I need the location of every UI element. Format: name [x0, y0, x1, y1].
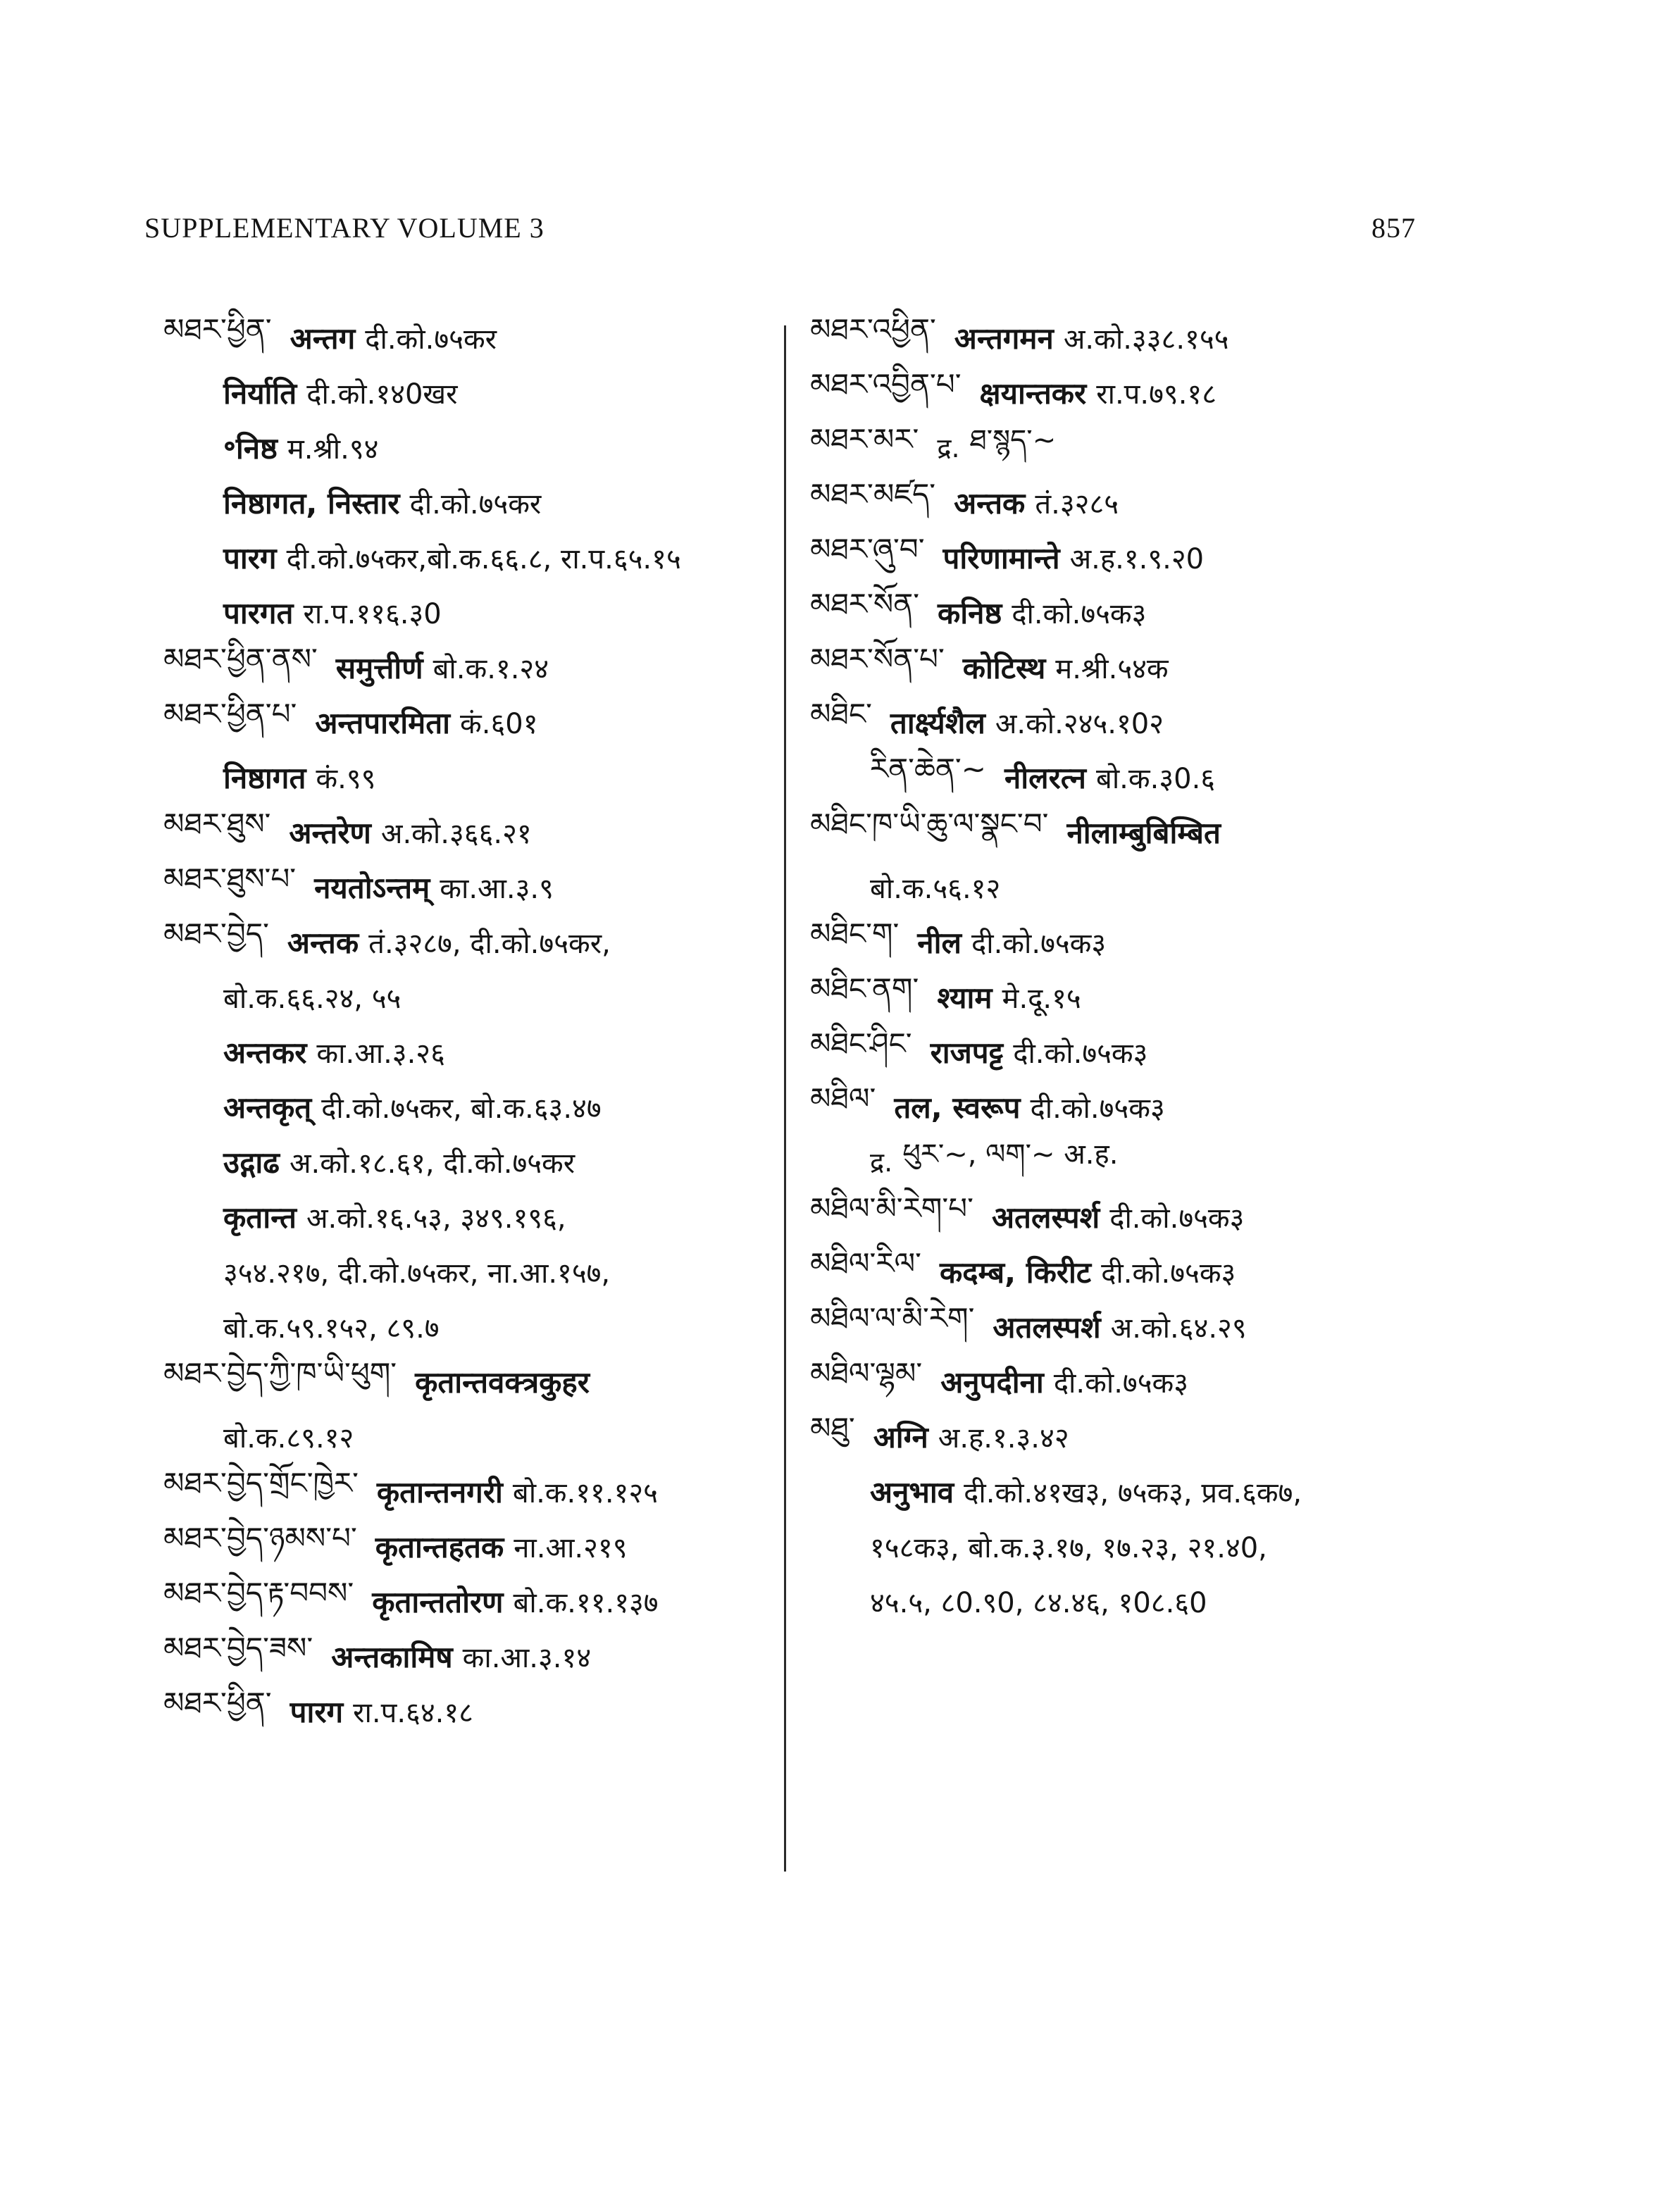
sanskrit-term: कृतान्ततोरण — [372, 1584, 504, 1619]
tibetan-headword: མཐར་ཕྱིན་ — [163, 311, 272, 347]
entry-continuation — [810, 1574, 1444, 1629]
sanskrit-term: कृतान्त — [223, 1200, 297, 1235]
cross-reference-prefix: द्र. — [937, 432, 960, 463]
entry-continuation — [810, 1519, 1444, 1574]
sanskrit-term: निष्ठागत — [223, 760, 306, 795]
sanskrit-term: कृतान्तहतक — [375, 1529, 504, 1564]
sanskrit-term: क्षयान्तकर — [979, 375, 1087, 411]
tibetan-headword: མཐིང་ — [810, 696, 872, 731]
dictionary-entry — [163, 1354, 783, 1409]
entry-continuation — [163, 1134, 783, 1189]
tibetan-headword: མཐར་ཐུས་པ་ — [163, 861, 297, 896]
source-reference: अ.ह.१.९.२0 — [1069, 542, 1205, 575]
left-column — [163, 310, 783, 1738]
source-reference: म.श्री.९४ — [287, 432, 379, 466]
source-reference: अ.को.१८.६१, दी.को.७५कर — [289, 1147, 575, 1180]
source-reference: दी.को.७५क३ — [1012, 597, 1147, 630]
entry-continuation — [163, 1079, 783, 1134]
sanskrit-term: अन्तकर — [223, 1035, 307, 1070]
sanskrit-term: अन्तग — [290, 320, 356, 356]
source-reference: ४५.५, ८0.९0, ८४.४६, १0८.६0 — [870, 1586, 1207, 1619]
source-reference: का.आ.३.२६ — [316, 1037, 445, 1070]
tibetan-headword: མཐར་མར་ — [810, 421, 919, 456]
dictionary-entry — [810, 1354, 1444, 1409]
dictionary-entry — [810, 640, 1444, 695]
tibetan-headword: མཐིལ་རིལ་ — [810, 1245, 921, 1281]
dictionary-entry — [163, 1683, 783, 1738]
source-reference: दी.को.७५कर — [365, 323, 497, 356]
entry-continuation — [163, 365, 783, 420]
source-reference: तं.३२८५ — [1035, 487, 1119, 521]
tibetan-headword: མཐར་བྱེད་རྟ་བབས་ — [163, 1575, 354, 1610]
source-reference: अ.को.६४.२९ — [1110, 1312, 1247, 1345]
tibetan-headword: མཐར་བྱེད་ཀྱི་ཁ་ཡི་ཕུག་ — [163, 1355, 397, 1390]
source-reference: ཐ་སྙད་~ — [969, 423, 1057, 456]
sanskrit-term: निष्ठागत, निस्तार — [223, 485, 400, 521]
sanskrit-term: अतलस्पर्श — [991, 1200, 1100, 1235]
source-reference: बो.क.३0.६ — [1095, 762, 1216, 795]
sanskrit-term: अन्तकामिष — [331, 1639, 453, 1674]
entry-continuation — [810, 859, 1444, 914]
sanskrit-term: अन्तपारमिता — [315, 705, 451, 740]
tibetan-headword: མཐར་འབྱིན་པ་ — [810, 366, 962, 401]
source-reference: अ.को.३६६.२१ — [380, 817, 532, 850]
entry-continuation — [163, 530, 783, 585]
entry-continuation — [163, 969, 783, 1024]
sanskrit-term: अनुपदीना — [940, 1364, 1044, 1400]
source-reference: दी.को.१४0खर — [306, 378, 458, 411]
running-title: SUPPLEMENTARY VOLUME 3 — [144, 212, 545, 244]
page-header — [144, 211, 1416, 244]
dictionary-entry — [810, 804, 1444, 859]
right-column — [810, 310, 1444, 1629]
sanskrit-term: नीलाम्बुबिम्बित — [1066, 815, 1221, 850]
source-reference: दी.को.७५कर,बो.क.६६.८, रा.प.६५.१५ — [286, 542, 681, 575]
tibetan-headword: མཐིང་ག་ — [810, 916, 900, 951]
tibetan-headword: མཐར་ཞུ་བ་ — [810, 531, 925, 566]
tibetan-headword: མཐར་ཕྱིན་ — [163, 1685, 272, 1720]
source-reference: दी.को.७५कर — [409, 487, 542, 521]
dictionary-entry — [810, 1024, 1444, 1079]
sanskrit-term: अनुभाव — [870, 1474, 954, 1509]
sanskrit-term: नीलरत्न — [1004, 760, 1086, 795]
dictionary-entry — [163, 914, 783, 969]
source-reference: बो.क.८९.१२ — [223, 1421, 354, 1455]
source-reference: अ.को.३३८.१५५ — [1063, 323, 1229, 356]
sanskrit-term: निर्याति — [223, 375, 297, 411]
sanskrit-term: ॰निष्ठ — [223, 430, 278, 466]
dictionary-entry — [163, 310, 783, 365]
source-reference: दी.को.७५क३ — [1030, 1092, 1165, 1125]
source-reference: १५८क३, बो.क.३.१७, १७.२३, २१.४0, — [870, 1531, 1267, 1564]
column-divider — [784, 325, 786, 1872]
source-reference: दी.को.७५क३ — [1109, 1202, 1245, 1235]
tibetan-headword: མཐར་བྱེད་གྲོང་ཁྱེར་ — [163, 1465, 359, 1500]
sanskrit-term: कदम्ब, किरीट — [939, 1254, 1092, 1290]
tibetan-headword: མཐིལ་ — [810, 1081, 876, 1116]
source-reference: दी.को.७५क३ — [1013, 1037, 1148, 1070]
tibetan-headword: མཐར་ཕྱིན་ནས་ — [163, 641, 318, 676]
tibetan-headword: མཐར་བྱེད་ — [163, 916, 269, 951]
sanskrit-term: राजपट्ट — [930, 1035, 1004, 1070]
tibetan-headword: མཐིང་ཁ་ཡི་ཆུ་ལ་སྣང་བ་ — [810, 806, 1049, 841]
sanskrit-term: पारग — [290, 1694, 344, 1729]
tibetan-headword: རིན་ཆེན་~ — [870, 751, 986, 786]
source-reference: ३५४.२१७, दी.को.७५कर, ना.आ.१५७, — [223, 1257, 611, 1290]
tibetan-headword: མཐར་ཐུས་ — [163, 806, 271, 841]
sanskrit-term: अन्तक — [287, 925, 359, 960]
sanskrit-term: कनिष्ठ — [938, 595, 1002, 630]
tibetan-headword: མཐར་སོན་པ་ — [810, 641, 945, 676]
source-reference: बो.क.५६.१२ — [870, 872, 1001, 905]
sanskrit-term: कृतान्तवक्त्रकुहर — [415, 1364, 590, 1400]
tibetan-headword: མཐར་བྱེད་ཟས་ — [163, 1630, 313, 1665]
sanskrit-term: पारगत — [223, 595, 294, 630]
page-number: 857 — [1371, 212, 1416, 244]
dictionary-entry — [163, 695, 783, 749]
sanskrit-term: अन्तरेण — [289, 815, 371, 850]
sanskrit-term: अन्तक — [954, 485, 1026, 521]
entry-continuation — [163, 1189, 783, 1244]
source-reference: म.श्री.५४क — [1055, 652, 1169, 685]
sanskrit-term: नील — [917, 925, 962, 960]
source-reference: दी.को.७५क३ — [971, 927, 1107, 960]
source-reference: रा.प.११६.३0 — [303, 597, 442, 630]
entry-continuation — [163, 1024, 783, 1079]
entry-continuation — [163, 1244, 783, 1299]
sanskrit-term: कोटिस्थ — [962, 650, 1046, 685]
tibetan-headword: མཐར་སོན་ — [810, 586, 920, 621]
source-reference: मे.दू.१५ — [1002, 982, 1081, 1015]
tibetan-headword: མཐར་བྱེད་ཉམས་པ་ — [163, 1520, 357, 1555]
source-reference: बो.क.११.१३७ — [513, 1586, 659, 1619]
source-reference: का.आ.३.१४ — [462, 1641, 592, 1674]
entry-continuation — [810, 1464, 1444, 1519]
sanskrit-term: उद्गाढ — [223, 1145, 280, 1180]
tibetan-headword: མཐར་ཕྱིན་པ་ — [163, 696, 297, 731]
sanskrit-term: तार्क्ष्यशैल — [890, 705, 985, 740]
entry-continuation — [163, 475, 783, 530]
source-reference: बो.क.१.२४ — [433, 652, 549, 685]
tibetan-headword: མཐིལ་ལྷམ་ — [810, 1355, 923, 1390]
source-reference: रा.प.६४.१८ — [353, 1696, 473, 1729]
source-reference: कं.६0१ — [460, 707, 538, 740]
source-reference: अ.को.२४५.१0२ — [995, 707, 1164, 740]
sanskrit-term: समुत्तीर्ण — [335, 650, 423, 685]
source-reference: ཕུར་~, ལག་~ अ.ह. — [902, 1138, 1119, 1171]
tibetan-headword: མཐར་འཕྱིན་ — [810, 311, 936, 347]
source-reference: दी.को.७५क३ — [1101, 1257, 1236, 1290]
sanskrit-term: पारग — [223, 540, 277, 575]
source-reference: अ.को.१६.५३, ३४९.१९६, — [306, 1202, 566, 1235]
source-reference: बो.क.५९.१५२, ८९.७ — [223, 1312, 440, 1345]
sanskrit-term: श्याम — [937, 980, 993, 1015]
dictionary-entry — [810, 1409, 1444, 1464]
tibetan-headword: མཐིལ་ལ་མི་རེག་ — [810, 1300, 975, 1336]
sanskrit-term: अन्तगमन — [954, 320, 1054, 356]
sanskrit-term: नयतोऽन्तम् — [314, 870, 430, 905]
source-reference: तं.३२८७, दी.को.७५कर, — [368, 927, 611, 960]
source-reference: ना.आ.२१९ — [514, 1531, 628, 1564]
tibetan-headword: མཐར་མཛད་ — [810, 476, 936, 511]
source-reference: अ.ह.१.३.४२ — [938, 1421, 1069, 1455]
sanskrit-term: कृतान्तनगरी — [376, 1474, 503, 1509]
source-reference: बो.क.६६.२४, ५५ — [223, 982, 402, 1015]
sanskrit-term: अतलस्पर्श — [993, 1309, 1101, 1345]
source-reference: कं.९९ — [316, 762, 376, 795]
cross-reference-prefix: द्र. — [870, 1147, 893, 1178]
sanskrit-term: तल, स्वरूप — [894, 1090, 1021, 1125]
source-reference: दी.को.७५कर, बो.क.६३.४७ — [321, 1092, 602, 1125]
sanskrit-term: अग्नि — [873, 1419, 928, 1455]
sanskrit-term: परिणामान्ते — [942, 540, 1060, 575]
tibetan-headword: མཐུ་ — [810, 1410, 855, 1445]
source-reference: दी.को.७५क३ — [1053, 1366, 1189, 1400]
tibetan-headword: མཐིང་ཤིང་ — [810, 1026, 912, 1061]
source-reference: का.आ.३.९ — [440, 872, 554, 905]
source-reference: दी.को.४१ख३, ७५क३, प्रव.६क७, — [964, 1476, 1302, 1509]
entry-continuation — [163, 420, 783, 475]
tibetan-headword: མཐིལ་མི་རེག་པ་ — [810, 1190, 973, 1226]
source-reference: रा.प.७९.१८ — [1096, 378, 1217, 411]
tibetan-headword: མཐིང་ནག་ — [810, 971, 919, 1006]
source-reference: बो.क.११.१२५ — [512, 1476, 658, 1509]
sanskrit-term: अन्तकृत् — [223, 1090, 312, 1125]
